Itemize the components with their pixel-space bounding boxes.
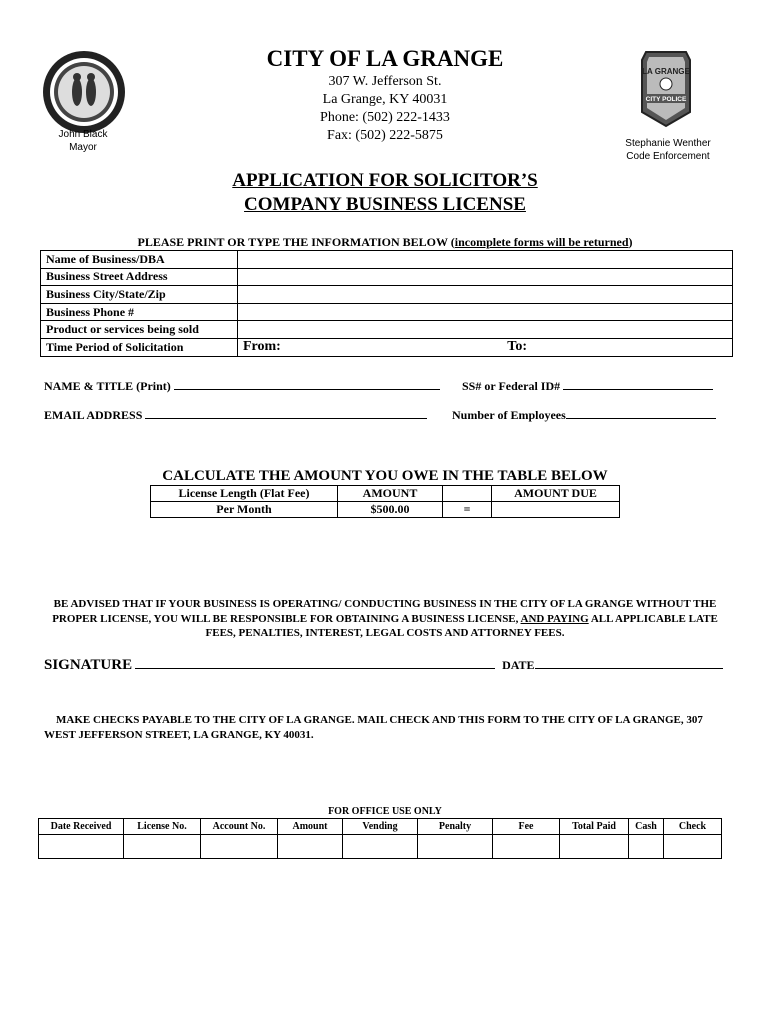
equals-cell: = <box>443 502 492 518</box>
signature-label: SIGNATURE <box>44 657 133 673</box>
office-cell <box>664 835 722 859</box>
advisory-underlined: AND PAYING <box>520 612 589 625</box>
office-use-title: FOR OFFICE USE ONLY <box>328 806 442 817</box>
instruction-underlined: incomplete forms will be returned <box>454 235 629 249</box>
office-cell <box>278 835 343 859</box>
amount-cell: $500.00 <box>338 502 443 518</box>
business-name-input[interactable] <box>238 251 733 269</box>
kentucky-seal-icon <box>42 50 126 134</box>
employees-label: Number of Employees <box>452 408 566 422</box>
instruction-end: ) <box>628 235 633 249</box>
table-row <box>39 835 722 859</box>
business-info-table <box>40 250 733 357</box>
address-line-1: 307 W. Jefferson St. <box>328 74 442 89</box>
office-col-header: Check <box>664 819 722 835</box>
office-cell <box>124 835 201 859</box>
table-row <box>41 286 733 304</box>
date-label: DATE <box>502 658 535 672</box>
office-col-header: License No. <box>124 819 201 835</box>
name-title-input[interactable] <box>174 377 440 390</box>
table-row <box>41 303 733 321</box>
solicitation-period-input[interactable] <box>238 338 733 356</box>
email-label: EMAIL ADDRESS <box>44 408 143 422</box>
table-row <box>41 338 733 356</box>
from-label: From: <box>243 339 281 355</box>
employees-input[interactable] <box>566 406 716 419</box>
name-title-label: NAME & TITLE (Print) <box>44 379 171 393</box>
table-row <box>41 321 733 339</box>
advisory-part-2: ALL APPLICABLE LATE FEES, PENALTIES, INTEREST, LEGAL COSTS AND ATTORNEY FEES. <box>205 612 718 639</box>
field-label: Product or services being sold <box>41 321 238 339</box>
office-col-header: Amount <box>278 819 343 835</box>
badge-top-text: LA GRANGE <box>642 67 690 76</box>
officer-title: Code Enforcement <box>626 151 710 162</box>
application-title-line-1: APPLICATION FOR SOLICITOR’S <box>232 170 538 191</box>
fax-number: Fax: (502) 222-5875 <box>327 128 443 143</box>
office-cell <box>201 835 278 859</box>
table-row <box>41 268 733 286</box>
mayor-name: John Black <box>58 129 108 140</box>
office-col-header: Penalty <box>418 819 493 835</box>
to-label: To: <box>507 339 527 355</box>
application-title-line-2: COMPANY BUSINESS LICENSE <box>244 194 526 215</box>
field-label: Name of Business/DBA <box>41 251 238 269</box>
table-row <box>41 251 733 269</box>
office-use-table <box>38 818 722 859</box>
ssn-row <box>462 377 713 394</box>
police-badge-icon <box>640 50 692 128</box>
office-col-header: Account No. <box>201 819 278 835</box>
amount-header: AMOUNT <box>338 486 443 502</box>
instruction-text <box>40 235 730 250</box>
date-input[interactable] <box>535 656 723 669</box>
street-address-input[interactable] <box>238 268 733 286</box>
license-length-header: License Length (Flat Fee) <box>151 486 338 502</box>
badge-bottom-text: CITY POLICE <box>645 96 687 103</box>
office-col-header: Total Paid <box>560 819 629 835</box>
table-row <box>151 502 620 518</box>
per-month-cell: Per Month <box>151 502 338 518</box>
advisory-part-1: BE ADVISED THAT IF YOUR BUSINESS IS OPERATING/ CONDUCTING BUSINESS IN THE CITY OF LA GRANGE WITHOUT THE PROPER LICENSE, YOU WILL BE RESPONSIBLE FOR OBTAINING A BUSINESS LICENSE, <box>52 598 717 625</box>
office-cell <box>560 835 629 859</box>
signature-row <box>44 656 734 674</box>
address-line-2: La Grange, KY 40031 <box>322 92 448 107</box>
field-label: Business City/State/Zip <box>41 286 238 304</box>
blank-header <box>443 486 492 502</box>
field-label: Business Phone # <box>41 303 238 321</box>
employees-row <box>452 406 716 423</box>
table-row <box>151 486 620 502</box>
office-col-header: Vending <box>343 819 418 835</box>
office-cell <box>39 835 124 859</box>
ssn-label: SS# or Federal ID# <box>462 379 561 393</box>
product-services-input[interactable] <box>238 321 733 339</box>
name-title-row <box>44 377 440 394</box>
office-col-header: Fee <box>493 819 560 835</box>
officer-name: Stephanie Wenther <box>625 138 711 149</box>
office-col-header: Date Received <box>39 819 124 835</box>
business-phone-input[interactable] <box>238 303 733 321</box>
amount-due-input[interactable] <box>492 502 620 518</box>
advisory-text <box>40 597 730 641</box>
instruction-main: PLEASE PRINT OR TYPE THE INFORMATION BELOW ( <box>137 235 455 249</box>
calculate-title: CALCULATE THE AMOUNT YOU OWE IN THE TABLE BELOW <box>162 468 608 484</box>
city-title: CITY OF LA GRANGE <box>266 46 504 71</box>
email-row <box>44 406 427 423</box>
email-input[interactable] <box>145 406 427 419</box>
office-col-header: Cash <box>629 819 664 835</box>
office-cell <box>493 835 560 859</box>
field-label: Time Period of Solicitation <box>41 338 238 356</box>
office-cell <box>629 835 664 859</box>
signature-input[interactable] <box>135 656 495 669</box>
amount-due-header: AMOUNT DUE <box>492 486 620 502</box>
calculation-table <box>150 485 620 518</box>
office-cell <box>343 835 418 859</box>
office-cell <box>418 835 493 859</box>
table-row <box>39 819 722 835</box>
ssn-input[interactable] <box>563 377 713 390</box>
phone-number: Phone: (502) 222-1433 <box>320 110 450 125</box>
city-state-zip-input[interactable] <box>238 286 733 304</box>
payment-instructions: MAKE CHECKS PAYABLE TO THE CITY OF LA GRANGE. MAIL CHECK AND THIS FORM TO THE CITY OF LA GRANGE, 307 WEST JEFFERSON STREET, LA GRANGE, KY 40031. <box>44 714 703 741</box>
field-label: Business Street Address <box>41 268 238 286</box>
mayor-title: Mayor <box>69 142 97 153</box>
